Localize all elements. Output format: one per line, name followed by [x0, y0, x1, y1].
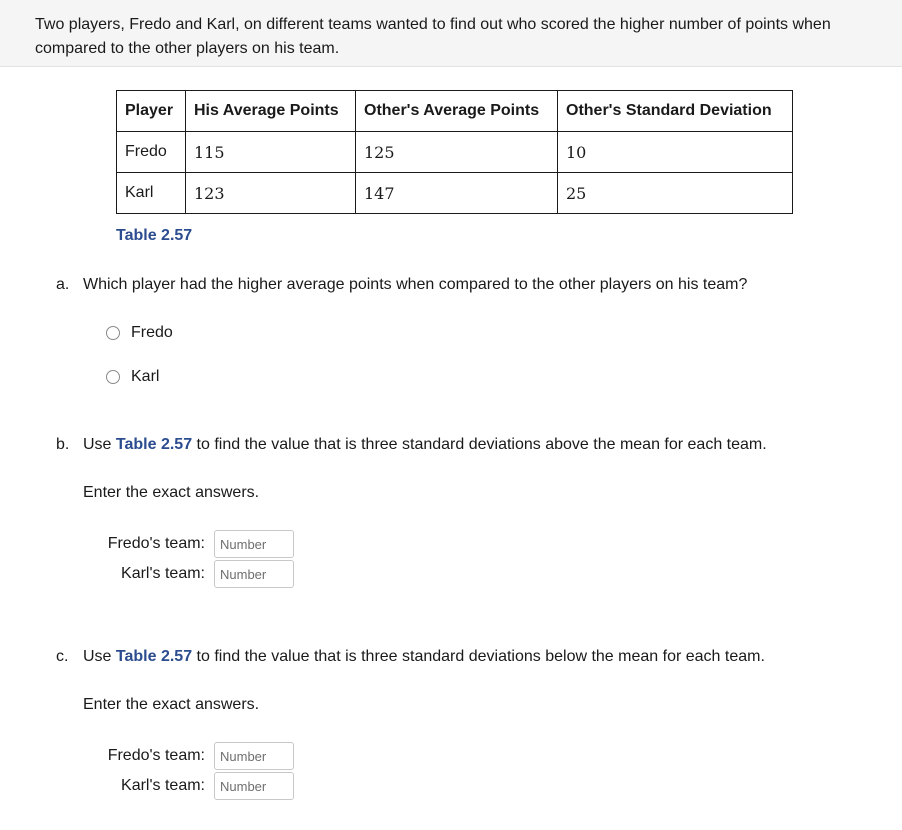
cell-his-average: 115	[186, 132, 356, 173]
option-fredo-label: Fredo	[131, 324, 173, 341]
table-row	[117, 132, 793, 173]
header-others-sd: Other's Standard Deviation	[558, 91, 793, 132]
header-others-average: Other's Average Points	[356, 91, 558, 132]
intro-text: Two players, Fredo and Karl, on different teams wanted to find out who scored the higher number of points when compared to the other players on his team.	[35, 16, 831, 57]
cell-others-sd: 25	[558, 173, 793, 214]
table-link-b[interactable]: Table 2.57	[115, 436, 193, 453]
data-table	[116, 90, 793, 214]
fredo-below-input[interactable]	[214, 742, 294, 770]
fredo-below-row	[102, 742, 294, 770]
question-b	[56, 436, 767, 454]
fredo-below-label: Fredo's team:	[107, 747, 205, 764]
cell-others-average: 147	[356, 173, 558, 214]
question-c-letter: c.	[56, 648, 69, 665]
question-a-letter: a.	[56, 276, 70, 293]
cell-player: Karl	[117, 173, 186, 214]
question-c-prefix: Use	[83, 648, 112, 665]
fredo-above-input[interactable]	[214, 530, 294, 558]
instruction-b: Enter the exact answers.	[83, 484, 260, 501]
question-header	[0, 0, 902, 67]
cell-others-sd: 10	[558, 132, 793, 173]
karl-above-label: Karl's team:	[121, 565, 205, 582]
instruction-c: Enter the exact answers.	[83, 696, 260, 713]
radio-karl[interactable]	[106, 370, 120, 384]
option-karl[interactable]	[106, 368, 159, 386]
cell-others-average: 125	[356, 132, 558, 173]
question-b-letter: b.	[56, 436, 70, 453]
question-a	[56, 276, 747, 294]
fredo-above-label: Fredo's team:	[107, 535, 205, 552]
question-a-text: Which player had the higher average points when compared to the other players on his team?	[83, 276, 748, 293]
question-b-prefix: Use	[83, 436, 112, 453]
option-fredo[interactable]	[106, 324, 173, 342]
table-link-c[interactable]: Table 2.57	[115, 648, 193, 665]
karl-below-label: Karl's team:	[121, 777, 205, 794]
table-header-row	[117, 91, 793, 132]
karl-above-input[interactable]	[214, 560, 294, 588]
header-his-average: His Average Points	[186, 91, 356, 132]
fredo-above-row	[102, 530, 294, 558]
question-c-suffix: to find the value that is three standard deviations below the mean for each team.	[196, 648, 765, 665]
radio-fredo[interactable]	[106, 326, 120, 340]
karl-below-row	[102, 772, 294, 800]
karl-below-input[interactable]	[214, 772, 294, 800]
question-c	[56, 648, 765, 666]
option-karl-label: Karl	[131, 368, 160, 385]
karl-above-row	[102, 560, 294, 588]
cell-player: Fredo	[117, 132, 186, 173]
table-caption: Table 2.57	[116, 227, 193, 244]
table-row	[117, 173, 793, 214]
question-b-suffix: to find the value that is three standard deviations above the mean for each team.	[196, 436, 767, 453]
header-player: Player	[117, 91, 186, 132]
cell-his-average: 123	[186, 173, 356, 214]
